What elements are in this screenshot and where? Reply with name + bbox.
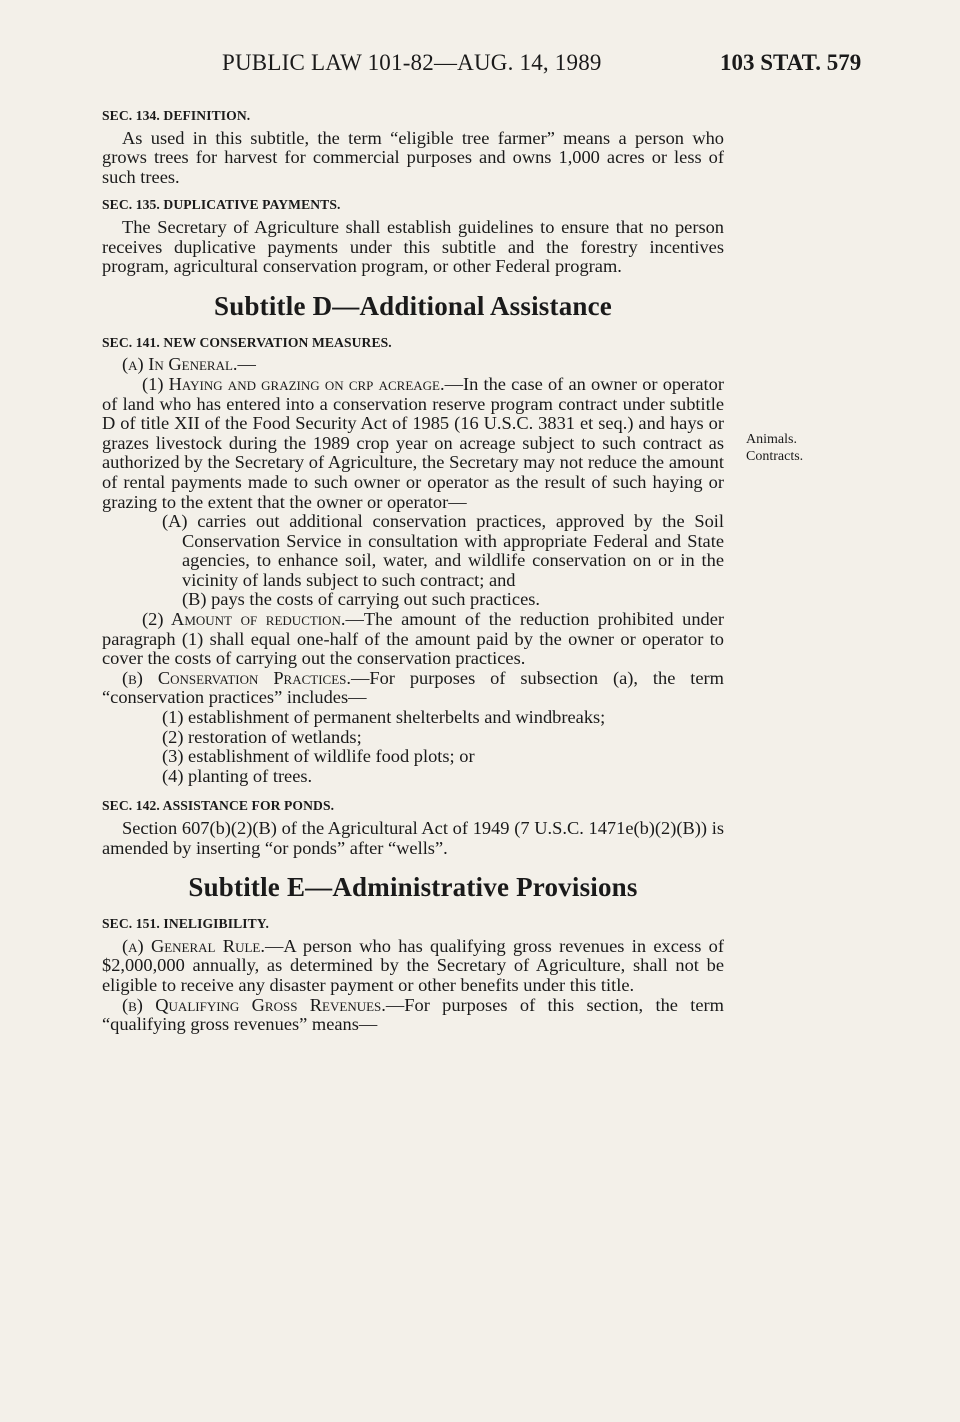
sec-141-b [102, 669, 724, 708]
sec-151-a-caption: (a) General Rule. [122, 935, 265, 956]
sec-141-b-item-1: (1) establishment of permanent shelterbelts and windbreaks; [162, 707, 606, 728]
sec-135-text: The Secretary of Agriculture shall establish guidelines to ensure that no person receives duplicative payments under this subtitle and the forestry incentives program, agricultural conservation program, or other Federal program. [102, 216, 724, 277]
sec-141-b-item-2: (2) restoration of wetlands; [162, 726, 362, 747]
sec-141-a1-caption: (1) Haying and grazing on crp acreage. [142, 373, 445, 394]
sec-141-a1 [102, 375, 724, 512]
sec-141-a1-text: —In the case of an owner or operator of land who has entered into a conservation reserve program contract under subtitle D of title XII of the Food Security Act of 1985 (16 U.S.C. 3831 et seq.) and hays or grazes livestock during the 1989 crop year on acreage subject to such contract as authorized by the Secretary of Agriculture, the Secretary may not reduce the amount of rental payments made to such owner or operator as the result of such haying or grazing to the extent that the owner or operator— [102, 373, 724, 512]
sec-141-a2 [102, 610, 724, 669]
sec-141-a-label [102, 355, 724, 375]
sec-141-a-caption: (a) In General.— [122, 354, 256, 375]
margin-note-contracts: Contracts. [746, 449, 804, 464]
sec-135-heading: SEC. 135. DUPLICATIVE PAYMENTS. [102, 197, 341, 213]
margin-notes [746, 431, 803, 465]
sec-151-b [102, 996, 724, 1035]
sec-151-a-text: —A person who has qualifying gross revenues in excess of $2,000,000 annually, as determined by the Secretary of Agriculture, shall not be eligible to receive any disaster payment or other benefits under this title. [102, 935, 724, 995]
sec-142-heading: SEC. 142. ASSISTANCE FOR PONDS. [102, 798, 335, 814]
sec-134-text: As used in this subtitle, the term “eligible tree farmer” means a person who grows trees for harvest for commercial purposes and owns 1,000 acres or less of such trees. [102, 127, 724, 187]
sec-151-heading: SEC. 151. INELIGIBILITY. [102, 916, 269, 932]
sec-134-heading: SEC. 134. DEFINITION. [102, 108, 251, 123]
sec-141-b-caption: (b) Conservation Practices. [122, 667, 351, 688]
document-body [102, 98, 724, 1035]
subtitle-e-heading: Subtitle E—Administrative Provisions [188, 872, 638, 903]
sec-151-b-caption: (b) Qualifying Gross Revenues. [122, 994, 386, 1015]
sec-141-a2-text: —The amount of the reduction prohibited under paragraph (1) shall equal one-half of the amount paid by the owner or operator to cover the costs of carrying out the conservation practices. [102, 609, 724, 669]
sec-151-a [102, 937, 724, 996]
sec-151-b-text: —For purposes of this section, the term “qualifying gross revenues” means— [102, 994, 724, 1035]
subtitle-d-heading: Subtitle D—Additional Assistance [214, 290, 612, 321]
sec-141-b-text: —For purposes of subsection (a), the term “conservation practices” includes— [102, 667, 724, 708]
margin-note-animals: Animals. [746, 432, 797, 447]
sec-141-a1-B: (B) pays the costs of carrying out such practices. [182, 589, 540, 610]
sec-141-heading: SEC. 141. NEW CONSERVATION MEASURES. [102, 334, 392, 350]
sec-141-a1-A: (A) carries out additional conservation practices, approved by the Soil Conservation Service in consultation with appropriate Federal and State agencies, to enhance soil, water, and wildlife conservation on or in the vicinity of lands subject to such contract; and [162, 511, 724, 590]
running-header-page-number: 103 STAT. 579 [720, 50, 862, 75]
sec-142-text: Section 607(b)(2)(B) of the Agricultural Act of 1949 (7 U.S.C. 1471e(b)(2)(B)) is amended by inserting “or ponds” after “wells”. [102, 818, 724, 858]
sec-141-b-item-4: (4) planting of trees. [162, 765, 313, 786]
running-header-title: PUBLIC LAW 101-82—AUG. 14, 1989 [222, 50, 602, 75]
sec-141-a2-caption: (2) Amount of reduction. [142, 609, 346, 630]
sec-141-b-item-3: (3) establishment of wildlife food plots; or [162, 746, 475, 767]
